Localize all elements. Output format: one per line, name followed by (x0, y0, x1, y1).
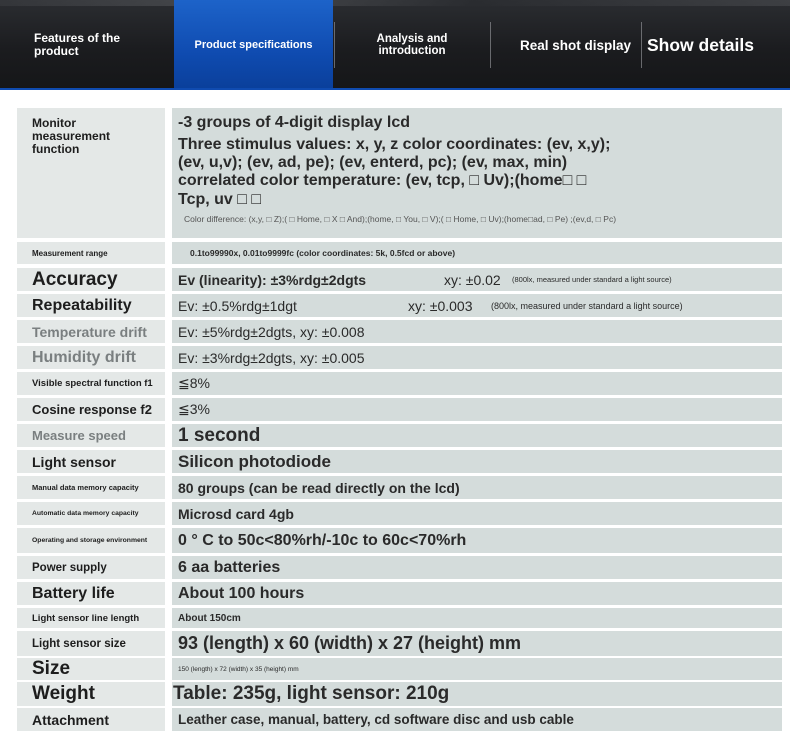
spec-row-size (17, 658, 782, 680)
nav-tab-show-details[interactable] (647, 0, 787, 90)
spec-row-temperature-drift (17, 320, 782, 343)
nav-divider (334, 22, 335, 68)
spec-row-speed (17, 424, 782, 447)
spec-label: Measure speed (17, 424, 165, 447)
spec-value: 0 ° C to 50c<80%rh/-10c to 60c<70%rh (172, 528, 782, 553)
spec-label: Automatic data memory capacity (17, 502, 165, 525)
spec-value-text: Ev (linearity): ±3%rdg±2dgts (178, 271, 367, 288)
spec-value-text: Ev: ±0.5%rdg±1dgt (178, 297, 297, 314)
nav-tab-analysis[interactable] (352, 0, 472, 90)
nav-tab-show-details-label: Show details (647, 34, 754, 55)
spec-row-line-length (17, 608, 782, 628)
spec-value: Table: 235g, light sensor: 210g (172, 682, 782, 706)
spec-row-weight (17, 682, 782, 706)
nav-bottom-border (0, 88, 790, 90)
spec-value: ≦8% (172, 372, 782, 395)
spec-label: Power supply (17, 556, 165, 579)
spec-label: Light sensor (17, 450, 165, 473)
nav-tab-real-shot-label: Real shot display (520, 37, 632, 53)
spec-value: 1 second (172, 424, 782, 447)
spec-label: Attachment (17, 708, 165, 731)
spec-value-xy: xy: ±0.003 (408, 297, 473, 314)
spec-row-monitor (17, 108, 782, 238)
spec-label: Cosine response f2 (17, 398, 165, 421)
spec-value: About 150cm (172, 608, 782, 628)
nav-tab-specifications-label: Product specifications (194, 39, 313, 51)
nav-tab-real-shot[interactable] (520, 0, 642, 90)
spec-row-sensor-size (17, 631, 782, 656)
spec-label: Manual data memory capacity (17, 476, 165, 499)
spec-value-line: Tcp, uv □ □ (178, 191, 262, 208)
spec-value: Leather case, manual, battery, cd software disc and usb cable (172, 708, 782, 731)
spec-row-light-sensor (17, 450, 782, 473)
nav-divider (490, 22, 491, 68)
spec-value (172, 108, 782, 238)
spec-value: Microsd card 4gb (172, 502, 782, 525)
spec-row-power (17, 556, 782, 579)
spec-value-line: Color difference: (x,y, □ Z);( □ Home, □ X □ And);(home, □ You, □ V);( □ Home, □ Uv);(home□ad, □ Pe) ;(ev,d, □ Pc) (184, 214, 617, 224)
spec-label: Light sensor size (17, 631, 165, 656)
spec-row-attachment (17, 708, 782, 731)
spec-label: Battery life (17, 582, 165, 605)
spec-value: 0.1to99990x, 0.01to9999fc (color coordinates: 5k, 0.5fcd or above) (172, 242, 782, 264)
spec-row-manual-memory (17, 476, 782, 499)
nav-tab-features[interactable] (34, 0, 154, 90)
spec-label: Temperature drift (17, 320, 165, 343)
nav-tab-features-label: Features of the product (34, 31, 121, 58)
spec-row-spectral (17, 372, 782, 395)
spec-value-line: Three stimulus values: x, y, z color coordinates: (ev, x,y); (178, 136, 611, 153)
spec-label: Accuracy (17, 268, 165, 291)
spec-value-line: -3 groups of 4-digit display lcd (178, 114, 411, 131)
spec-value: Ev: ±3%rdg±2dgts, xy: ±0.005 (172, 346, 782, 369)
spec-label (17, 108, 165, 238)
spec-value: About 100 hours (172, 582, 782, 605)
nav-tab-specifications[interactable] (174, 0, 333, 90)
nav-tab-analysis-label: Analysis and introduction (376, 33, 448, 57)
spec-label: Repeatability (17, 294, 165, 317)
spec-label: Operating and storage environment (17, 528, 165, 553)
spec-label: Size (17, 658, 165, 680)
spec-value (172, 294, 782, 317)
spec-value-xy: xy: ±0.02 (444, 271, 501, 288)
spec-value (172, 268, 782, 291)
spec-row-humidity-drift (17, 346, 782, 369)
spec-value-note: (800lx, measured under standard a light source) (512, 275, 672, 284)
spec-row-auto-memory (17, 502, 782, 525)
spec-value-note: (800lx, measured under standard a light source) (491, 300, 683, 311)
spec-row-range (17, 242, 782, 264)
spec-row-environment (17, 528, 782, 553)
spec-value: 6 aa batteries (172, 556, 782, 579)
spec-label: Humidity drift (17, 346, 165, 369)
spec-row-cosine (17, 398, 782, 421)
spec-row-accuracy (17, 268, 782, 291)
spec-value: ≦3% (172, 398, 782, 421)
top-navigation (0, 0, 790, 90)
spec-value-line: (ev, u,v); (ev, ad, pe); (ev, enterd, pc); (ev, max, min) (178, 154, 568, 171)
spec-value: 150 (length) x 72 (width) x 35 (height) mm (172, 658, 782, 680)
spec-label: Light sensor line length (17, 608, 165, 628)
spec-row-repeatability (17, 294, 782, 317)
spec-value: 80 groups (can be read directly on the lcd) (172, 476, 782, 499)
spec-label-text: Monitor measurement function (32, 116, 111, 156)
spec-label: Visible spectral function f1 (17, 372, 165, 395)
spec-label: Weight (17, 682, 165, 706)
spec-value: 93 (length) x 60 (width) x 27 (height) mm (172, 631, 782, 656)
nav-divider (641, 22, 642, 68)
spec-value: Ev: ±5%rdg±2dgts, xy: ±0.008 (172, 320, 782, 343)
spec-value-line: correlated color temperature: (ev, tcp, □ Uv);(home□ □ (178, 172, 587, 189)
spec-value: Silicon photodiode (172, 450, 782, 473)
spec-label: Measurement range (17, 242, 165, 264)
spec-row-battery (17, 582, 782, 605)
